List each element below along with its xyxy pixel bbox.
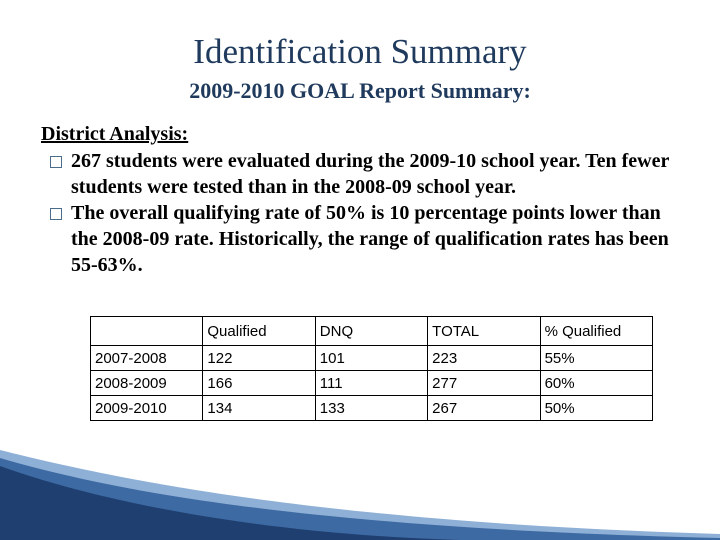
- table-cell: 166: [203, 371, 315, 396]
- table-cell: 55%: [540, 346, 652, 371]
- table-header-cell: Qualified: [203, 317, 315, 346]
- analysis-bullet: [50, 200, 690, 278]
- table-cell: 267: [428, 396, 540, 421]
- table-header-cell: TOTAL: [428, 317, 540, 346]
- analysis-bullet: [50, 148, 690, 200]
- table-cell: 2009-2010: [91, 396, 203, 421]
- page-title: Identification Summary: [193, 32, 527, 71]
- table-row: [91, 396, 653, 421]
- table-header-row: [91, 317, 653, 346]
- bullet-text: 267 students were evaluated during the 2009-10 school year. Ten fewer students were tested than in the 2008-09 school year.: [71, 150, 669, 198]
- summary-table: [90, 316, 653, 421]
- decorative-ribbon: [0, 450, 720, 540]
- table-header-cell: DNQ: [315, 317, 427, 346]
- table-cell: 133: [315, 396, 427, 421]
- page-subtitle: 2009-2010 GOAL Report Summary:: [189, 78, 531, 103]
- table-row: [91, 371, 653, 396]
- table-cell: 101: [315, 346, 427, 371]
- table-row: [91, 346, 653, 371]
- square-bullet-icon: [50, 156, 62, 168]
- table-cell: 122: [203, 346, 315, 371]
- square-bullet-icon: [50, 208, 62, 220]
- table-header-cell: % Qualified: [540, 317, 652, 346]
- table-cell: 2008-2009: [91, 371, 203, 396]
- table-cell: 134: [203, 396, 315, 421]
- analysis-list: [50, 148, 690, 278]
- table-cell: 277: [428, 371, 540, 396]
- section-heading: District Analysis:: [41, 123, 189, 145]
- bullet-text: The overall qualifying rate of 50% is 10 percentage points lower than the 2008-09 rate. Historically, the range of qualification rates has been 55-63%.: [71, 202, 669, 276]
- table-cell: 2007-2008: [91, 346, 203, 371]
- table-cell: 50%: [540, 396, 652, 421]
- table-cell: 111: [315, 371, 427, 396]
- table-header-cell: [91, 317, 203, 346]
- table-cell: 60%: [540, 371, 652, 396]
- table-cell: 223: [428, 346, 540, 371]
